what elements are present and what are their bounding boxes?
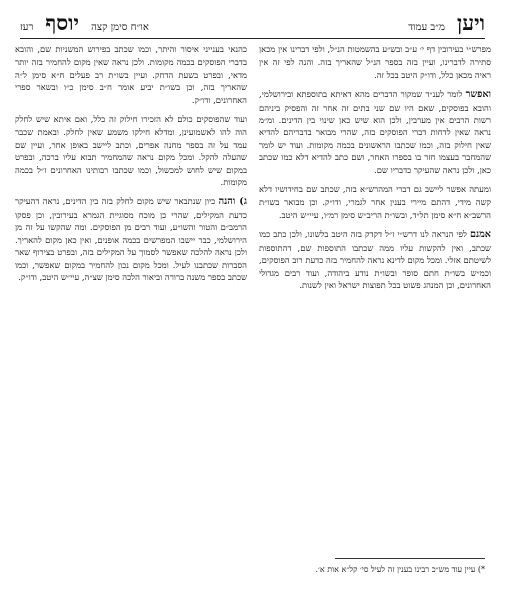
paragraph-text: מפרש״י בעירובין דף י׳ ע״ב ובש״ע בהשמטות הנ״ל, ולפי דברינו אין מכאן סתירה לדברינו, ועיין בזה בספר הנ״ל שהאריך בזה. והנה לפי זה אין ראיה מכאן כלל, ודו״ק היטב בכל זה. (259, 44, 491, 80)
header-right-title: ויען (456, 10, 485, 35)
paragraph (15, 113, 247, 188)
paragraph-text: כיון שנתבאר שיש מקום לחלק בזה בין הדינים, נראה דהעיקר כדעת המקילים, שהרי כן מוכח מסוגיית הגמרא בעירובין, וכן פסקו הרמב״ם והטור והשו״ע, ועוד רבים מן הפוסקים. ומה שהקשו על זה מן הירושלמי, כבר יישבו המפרשים בכמה אופנים, ואין כאן מקום להאריך. ולכן נראה להלכה שאפשר לסמוך על המקילים בזה, ובפרט בצירוף שאר הסברות שכתבנו לעיל. ומכל מקום נכון להחמיר במקום שאפשר, וכמו שכתב בספר משנה ברורה וביאור הלכה סימן שצ״ה, עיי״ש היטב, ודו״ק. (15, 196, 247, 282)
paragraph-text: לומר לענ״ד שמקור הדברים מהא דאיתא בתוספתא ובירושלמי, והובא בפוסקים, שאם היו שם שני בתים זה אחר זה והפסיק ביניהם רשות הרבים אין מערבין, ולכן הוא שיש כאן שינוי בין הדינים. ומ״מ נראה שאין לדחות דברי הפוסקים בזה, שהרי מבואר בדבריהם להדיא שאין חילוק בזה, וכמו שכתבו הראשונים בכמה מקומות. ועוד יש לומר שהמחבר בעצמו חזר בו בספרו האחר, ושם כתב להדיא דלא כמו שכתב כאן, ולכן נראה שהעיקר כדבריו שם. (259, 89, 491, 175)
footnote-divider (335, 558, 485, 559)
paragraph-lead: ג) והנה (218, 196, 247, 208)
header-right-sub: מ״ב עמוד (408, 22, 445, 33)
paragraph (259, 228, 491, 291)
paragraph-lead: אמנם (470, 229, 491, 241)
paragraph-text: כהנאי בענייני איסור והיתר, וכמו שכתב בפירוש המשניות שם, והובא בדברי הפוסקים בכמה מקומות. ולכן נראה שאין מקום להחמיר בזה יותר מדאי, ובפרט בשעת הדחק. ועיין בשו״ת רב פעלים ח״א סימן ל״ה שהאריך בזה, וכן בשו״ת יביע אומר ח״ב סימן כ״ו ובשאר ספרי האחרונים, ודו״ק. (15, 44, 247, 105)
paragraph-lead: ואפשר (465, 89, 491, 101)
paragraph (259, 183, 491, 221)
text-columns (14, 43, 491, 563)
header-left-title: יוסף (45, 10, 80, 35)
page-number: רעז (20, 22, 34, 33)
paragraph (259, 88, 491, 176)
right-column (259, 43, 491, 563)
paragraph-text: ועוד שהפוסקים כולם לא הזכירו חילוק זה כלל, ואם איתא שיש לחלק הוה להו לאשמועינן, ומדלא חילקו משמע שאין לחלק. ובאמת שכבר עמד על זה בספר מחנה אפרים, וכתב ליישב באופן אחר, ועיין שם שהעלה להקל. ומכל מקום נראה שהמחמיר תבוא עליו ברכה, ובפרט במקום שיש לחוש למכשול, וכמו שכתבו רבותינו האחרונים ז״ל בכמה מקומות. (15, 114, 247, 188)
running-header (20, 8, 485, 39)
header-right (408, 10, 485, 36)
paragraph-text: ומעתה אפשר ליישב גם דברי המהרש״א בזה, שכתב שם בחידושיו דלא קשה מידי, דהתם מיירי בענין אחר לגמרי, ודו״ק. וכן מבואר בשו״ת הרשב״א ח״א סימן תל״ד, ובשו״ת הריב״ש סימן רמ״ו, עיי״ש היטב. (259, 184, 491, 220)
footnote: *) עיין עוד מש״כ רבינו בענין זה לעיל סי׳ קל״א אות א׳. (315, 565, 485, 574)
header-left (20, 10, 149, 36)
paragraph (15, 195, 247, 283)
paragraph (259, 43, 491, 81)
header-left-sub: או״ח סימן קצה (91, 22, 149, 33)
paragraph-text: לפי הנראה לנו דרש״י ז״ל דקדק בזה היטב בלשונו, ולכן כתב כמו שכתב, ואין להקשות עליו ממה שכתבו התוספות שם, דהתוספות לשיטתם אזלי. ומכל מקום לדינא נראה להחמיר בזה כדעת רוב הפוסקים, וכמ״ש בשו״ת חתם סופר ובשו״ת נודע ביהודה, ועוד רבים מגדולי האחרונים, וכן המנהג פשוט בכל תפוצות ישראל ואין לשנות. (259, 229, 491, 290)
left-column (15, 43, 247, 563)
paragraph (15, 43, 247, 106)
